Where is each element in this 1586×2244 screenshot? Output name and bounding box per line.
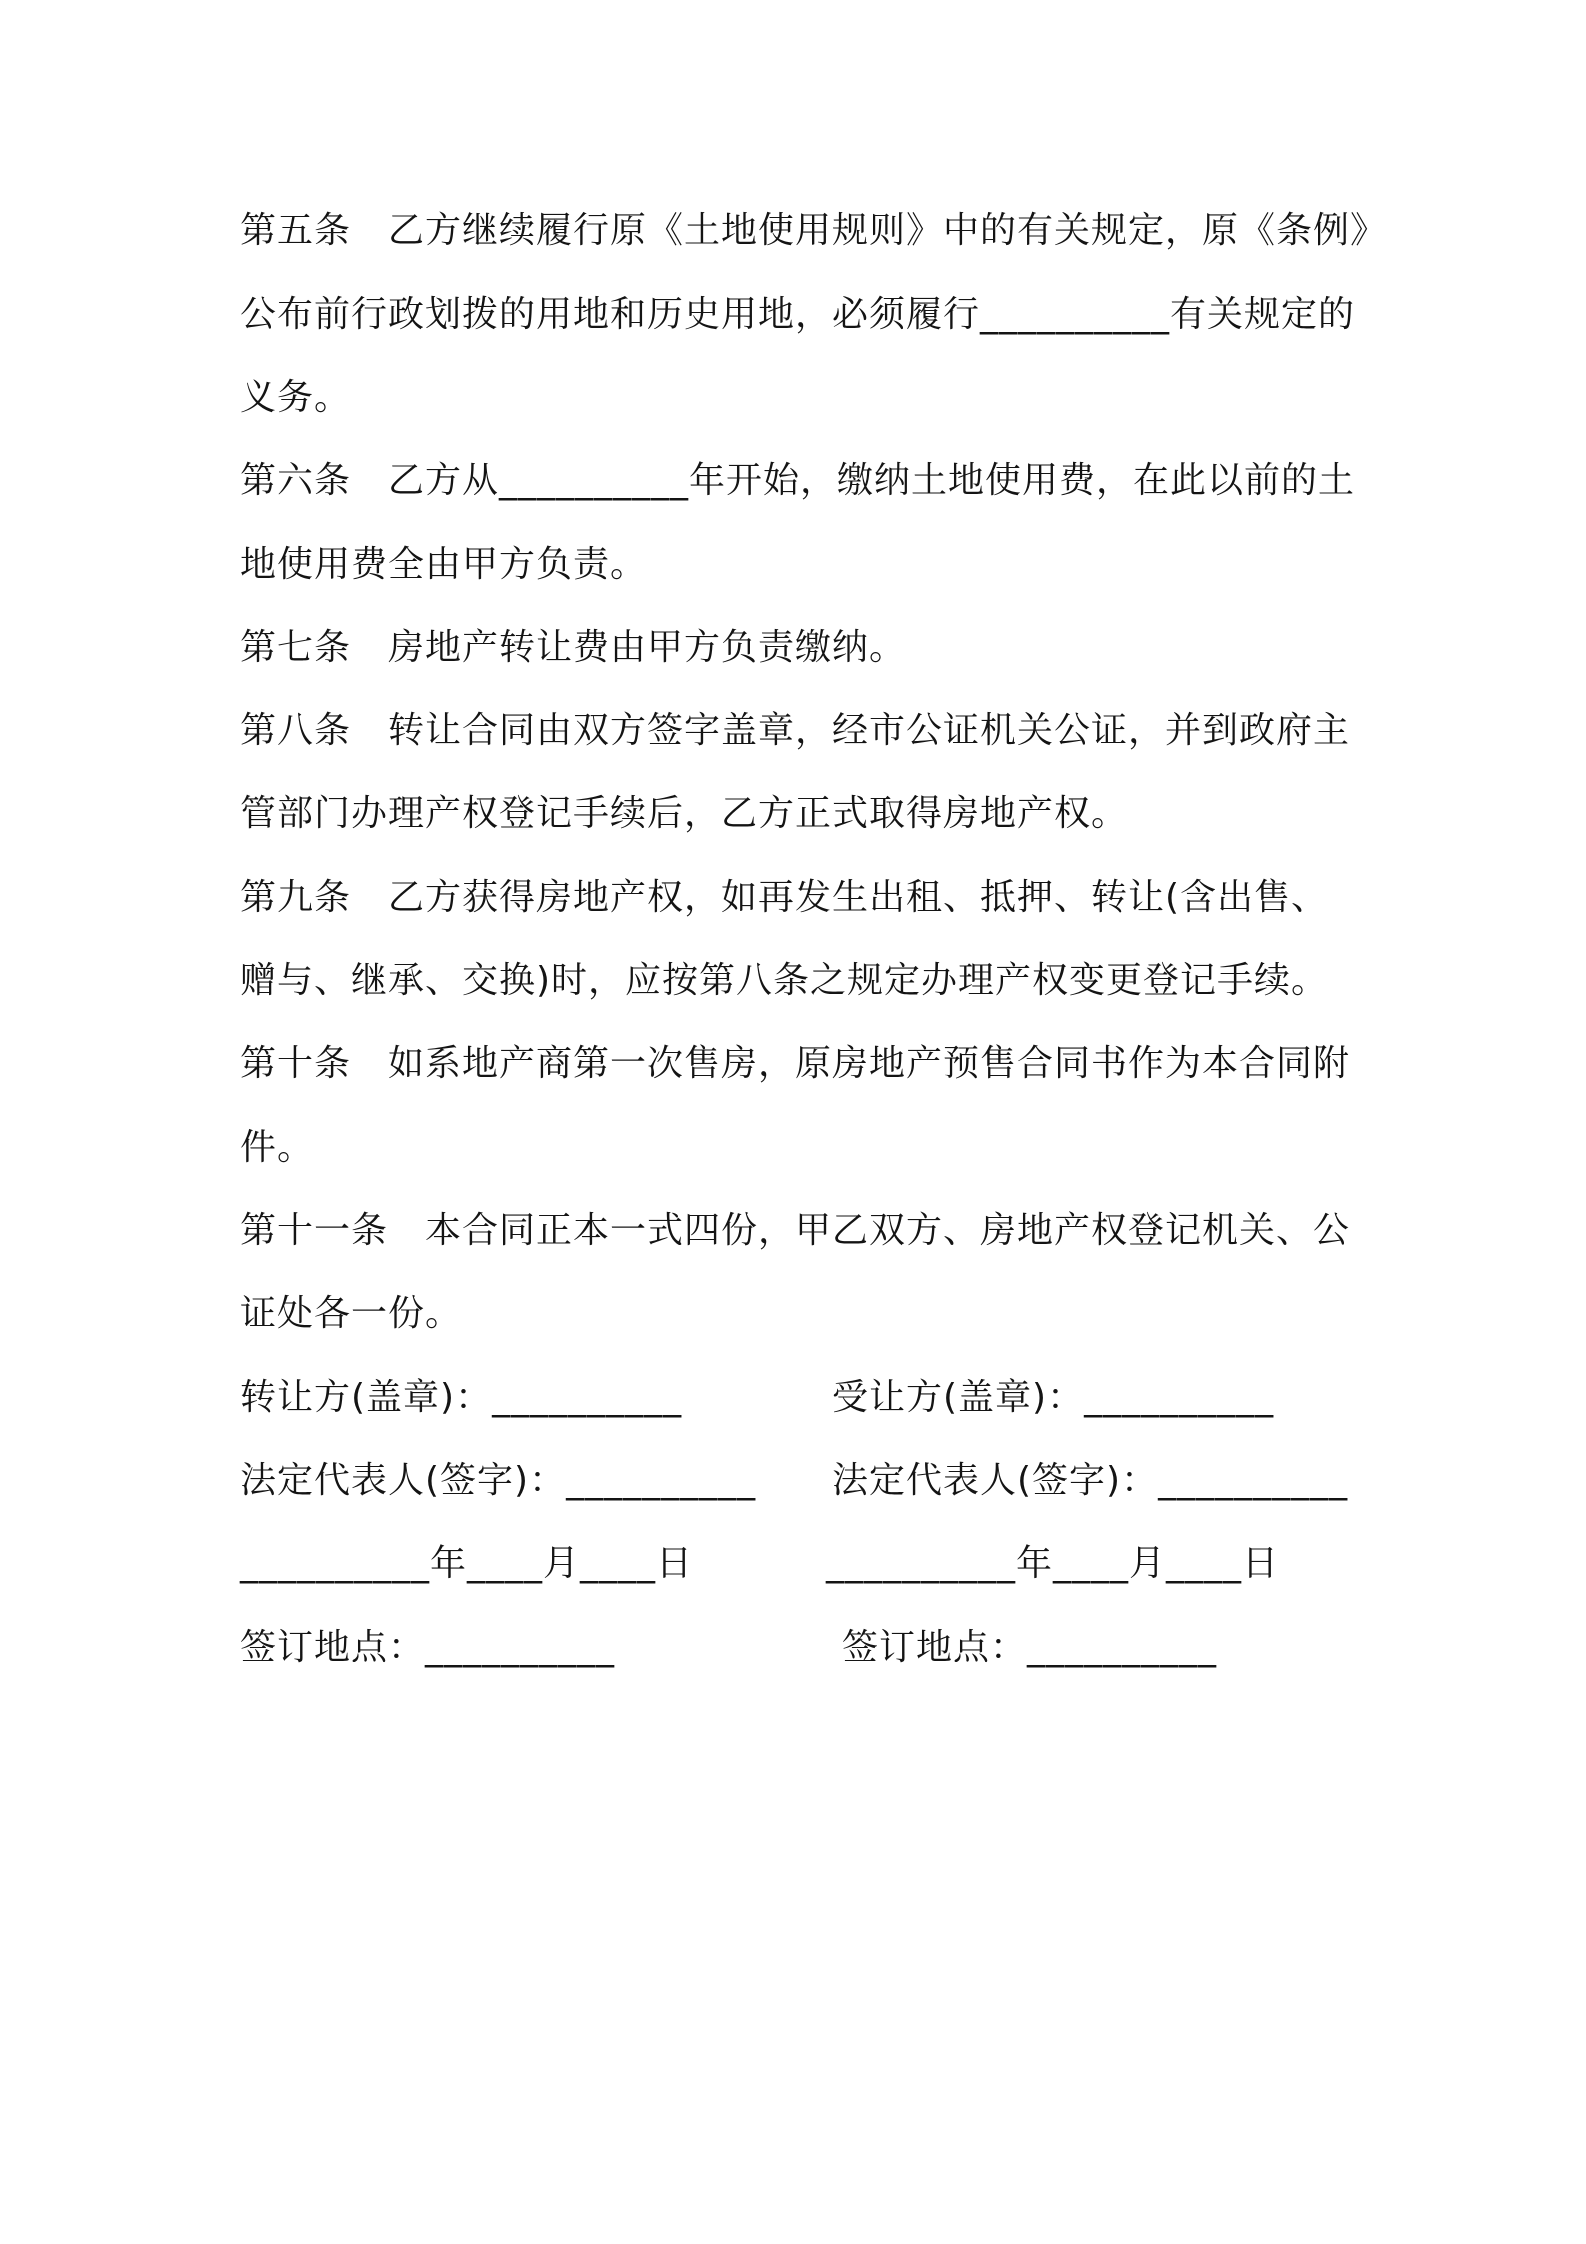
article-10-line-1: 第十条 如系地产商第一次售房，原房地产预售合同书作为本合同附 — [240, 1043, 1351, 1084]
transferor-legal-rep-field: 法定代表人(签字)：__________ — [240, 1460, 757, 1501]
article-8-line-1: 第八条 转让合同由双方签字盖章，经市公证机关公证，并到政府主 — [240, 710, 1351, 751]
article-11-line-2: 证处各一份。 — [240, 1293, 463, 1334]
transferor-date-field: __________年____月____日 — [240, 1543, 693, 1584]
article-7-line-1: 第七条 房地产转让费由甲方负责缴纳。 — [240, 627, 907, 668]
transferee-signing-place-field: 签订地点：__________ — [842, 1627, 1218, 1668]
article-9-line-1: 第九条 乙方获得房地产权，如再发生出租、抵押、转让(含出售、 — [240, 877, 1329, 918]
article-6-line-1: 第六条 乙方从__________年开始，缴纳土地使用费，在此以前的土 — [240, 460, 1356, 501]
transferor-signing-place-field: 签订地点：__________ — [240, 1627, 616, 1668]
transferee-seal-field: 受让方(盖章)：__________ — [832, 1377, 1275, 1418]
article-11-line-1: 第十一条 本合同正本一式四份，甲乙双方、房地产权登记机关、公 — [240, 1210, 1351, 1251]
article-8-line-2: 管部门办理产权登记手续后，乙方正式取得房地产权。 — [240, 793, 1129, 834]
article-10-line-2: 件。 — [240, 1127, 315, 1168]
article-5-line-3: 义务。 — [240, 377, 352, 418]
transferee-date-field: __________年____月____日 — [826, 1543, 1279, 1584]
article-5-line-1: 第五条 乙方继续履行原《土地使用规则》中的有关规定，原《条例》 — [240, 210, 1388, 251]
transferee-legal-rep-field: 法定代表人(签字)：__________ — [832, 1460, 1349, 1501]
transferor-seal-field: 转让方(盖章)：__________ — [240, 1377, 683, 1418]
article-9-line-2: 赠与、继承、交换)时，应按第八条之规定办理产权变更登记手续。 — [240, 960, 1329, 1001]
article-5-line-2: 公布前行政划拨的用地和历史用地，必须履行__________有关规定的 — [240, 294, 1356, 335]
article-6-line-2: 地使用费全由甲方负责。 — [240, 544, 648, 585]
